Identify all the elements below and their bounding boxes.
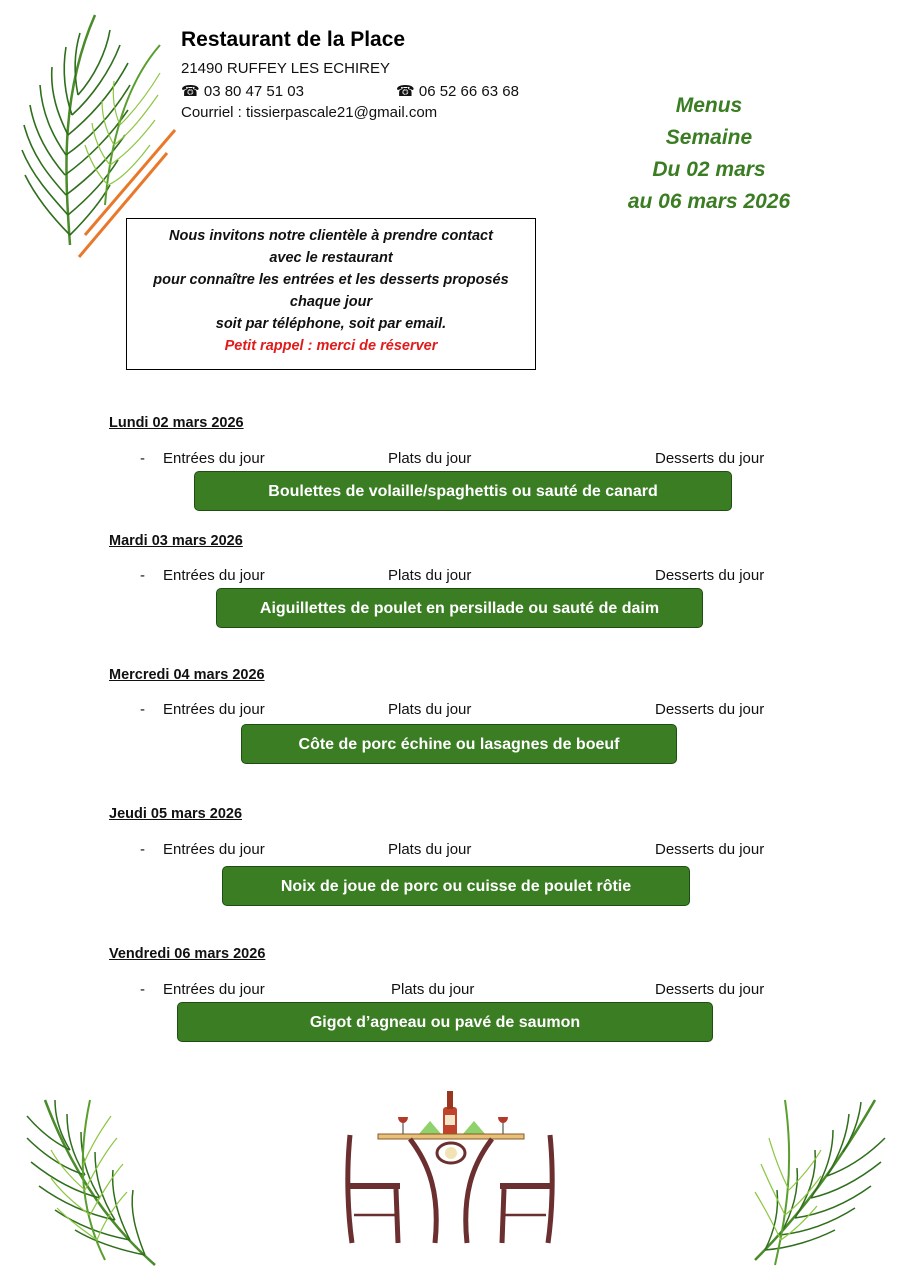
desserts-label: Desserts du jour <box>655 981 765 998</box>
phone-number-1[interactable]: ☎ 03 80 47 51 03 <box>181 83 304 100</box>
entrees-label: Entrées du jour <box>163 841 265 858</box>
restaurant-address: 21490 RUFFEY LES ECHIREY <box>181 60 390 77</box>
notice-line: Nous invitons notre clientèle à prendre contact <box>169 228 493 244</box>
restaurant-name: Restaurant de la Place <box>181 28 406 51</box>
dish-box-tuesday: Aiguillettes de poulet en persillade ou sauté de daim <box>216 588 703 628</box>
day-title-thursday: Jeudi 05 mars 2026 <box>109 806 243 822</box>
dish-box-thursday: Noix de joue de porc ou cuisse de poulet rôtie <box>222 866 690 906</box>
entrees-label: Entrées du jour <box>163 701 265 718</box>
notice-box <box>126 218 536 370</box>
list-dash: - <box>140 450 145 467</box>
dish-box-wednesday: Côte de porc échine ou lasagnes de boeuf <box>241 724 677 764</box>
list-dash: - <box>140 567 145 584</box>
courses-row <box>0 841 900 861</box>
day-title-wednesday: Mercredi 04 mars 2026 <box>109 667 265 683</box>
entrees-label: Entrées du jour <box>163 981 265 998</box>
courses-row <box>0 567 900 587</box>
list-dash: - <box>140 841 145 858</box>
desserts-label: Desserts du jour <box>655 841 765 858</box>
reservation-reminder: Petit rappel : merci de réserver <box>224 338 438 354</box>
desserts-label: Desserts du jour <box>655 701 765 718</box>
week-line-start: Du 02 mars <box>652 158 766 181</box>
week-heading <box>600 90 818 218</box>
courses-row <box>0 981 900 1001</box>
notice-line: soit par téléphone, soit par email. <box>215 316 447 332</box>
desserts-label: Desserts du jour <box>655 450 765 467</box>
table-and-chairs-icon <box>340 1085 560 1245</box>
notice-line: pour connaître les entrées et les desserts proposés <box>153 272 509 288</box>
week-line-semaine: Semaine <box>665 126 753 149</box>
day-title-tuesday: Mardi 03 mars 2026 <box>109 533 243 549</box>
week-line-menus: Menus <box>675 94 743 117</box>
dish-box-monday: Boulettes de volaille/spaghettis ou sauté de canard <box>194 471 732 511</box>
plats-label: Plats du jour <box>388 841 472 858</box>
notice-line: chaque jour <box>289 294 373 310</box>
desserts-label: Desserts du jour <box>655 567 765 584</box>
notice-line: avec le restaurant <box>269 250 393 266</box>
plats-label: Plats du jour <box>388 701 472 718</box>
week-line-end: au 06 mars 2026 <box>627 190 791 213</box>
list-dash: - <box>140 981 145 998</box>
day-title-monday: Lundi 02 mars 2026 <box>109 415 244 431</box>
phone-number-2[interactable]: ☎ 06 52 66 63 68 <box>396 83 519 100</box>
dish-box-friday: Gigot d’agneau ou pavé de saumon <box>177 1002 713 1042</box>
courses-row <box>0 450 900 470</box>
plats-label: Plats du jour <box>391 981 475 998</box>
plats-label: Plats du jour <box>388 567 472 584</box>
list-dash: - <box>140 701 145 718</box>
entrees-label: Entrées du jour <box>163 450 265 467</box>
palm-leaf-bottom-left-icon <box>5 1080 175 1270</box>
palm-leaf-bottom-right-icon <box>735 1080 895 1270</box>
entrees-label: Entrées du jour <box>163 567 265 584</box>
day-title-friday: Vendredi 06 mars 2026 <box>109 946 266 962</box>
restaurant-email[interactable]: Courriel : tissierpascale21@gmail.com <box>181 104 438 121</box>
courses-row <box>0 701 900 721</box>
plats-label: Plats du jour <box>388 450 472 467</box>
